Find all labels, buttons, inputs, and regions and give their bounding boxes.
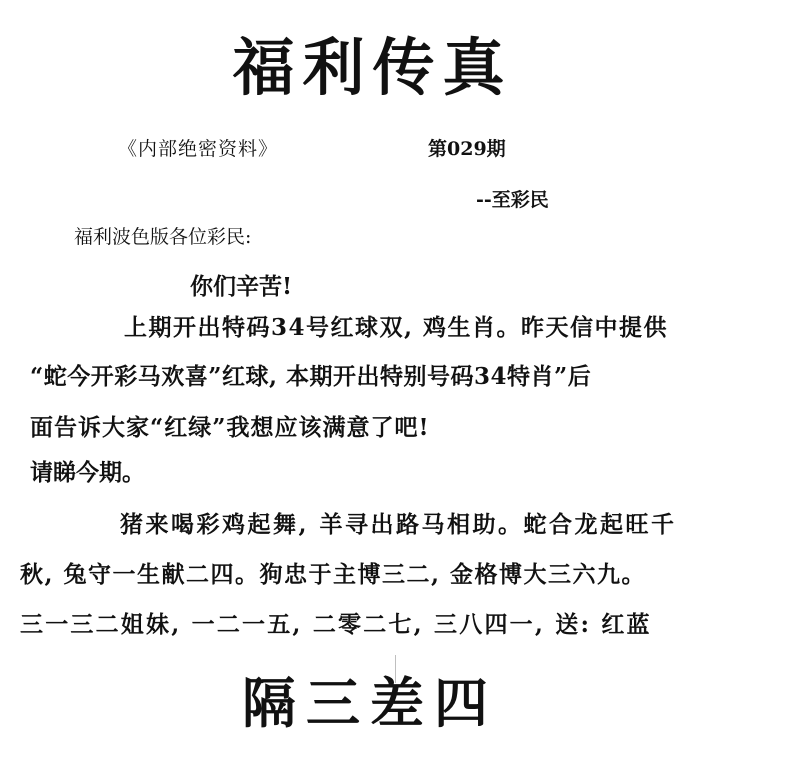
document-title: 福利传真 — [232, 31, 513, 104]
paragraph1-line: 请睇今期。 — [30, 459, 145, 486]
document-subtitle: 《内部绝密资料》 — [118, 138, 279, 160]
paragraph2-line: 三一三二姐妹, 一二一五, 二零二七, 三八四一, 送: 红蓝 — [20, 611, 652, 638]
issue-number: 第029期 — [428, 138, 506, 160]
paragraph1-line: “蛇今开彩马欢喜”红球, 本期开出特别号码34特肖”后 — [30, 363, 592, 390]
slogan: 隔三差四 — [242, 671, 498, 735]
paragraph2-line: 猪来喝彩鸡起舞, 羊寻出路马相助。蛇合龙起旺千 — [120, 511, 677, 538]
paragraph2-line: 秋, 兔守一生献二四。狗忠于主博三二, 金格博大三六九。 — [20, 561, 647, 588]
greeting: 福利波色版各位彩民: — [74, 226, 252, 248]
paragraph1-line: 上期开出特码34号红球双, 鸡生肖。昨天信中提供 — [124, 314, 669, 341]
opening-line: 你们辛苦! — [190, 273, 293, 300]
paragraph1-line: 面告诉大家“红绿”我想应该满意了吧! — [30, 414, 430, 441]
signature: --至彩民 — [476, 189, 549, 211]
